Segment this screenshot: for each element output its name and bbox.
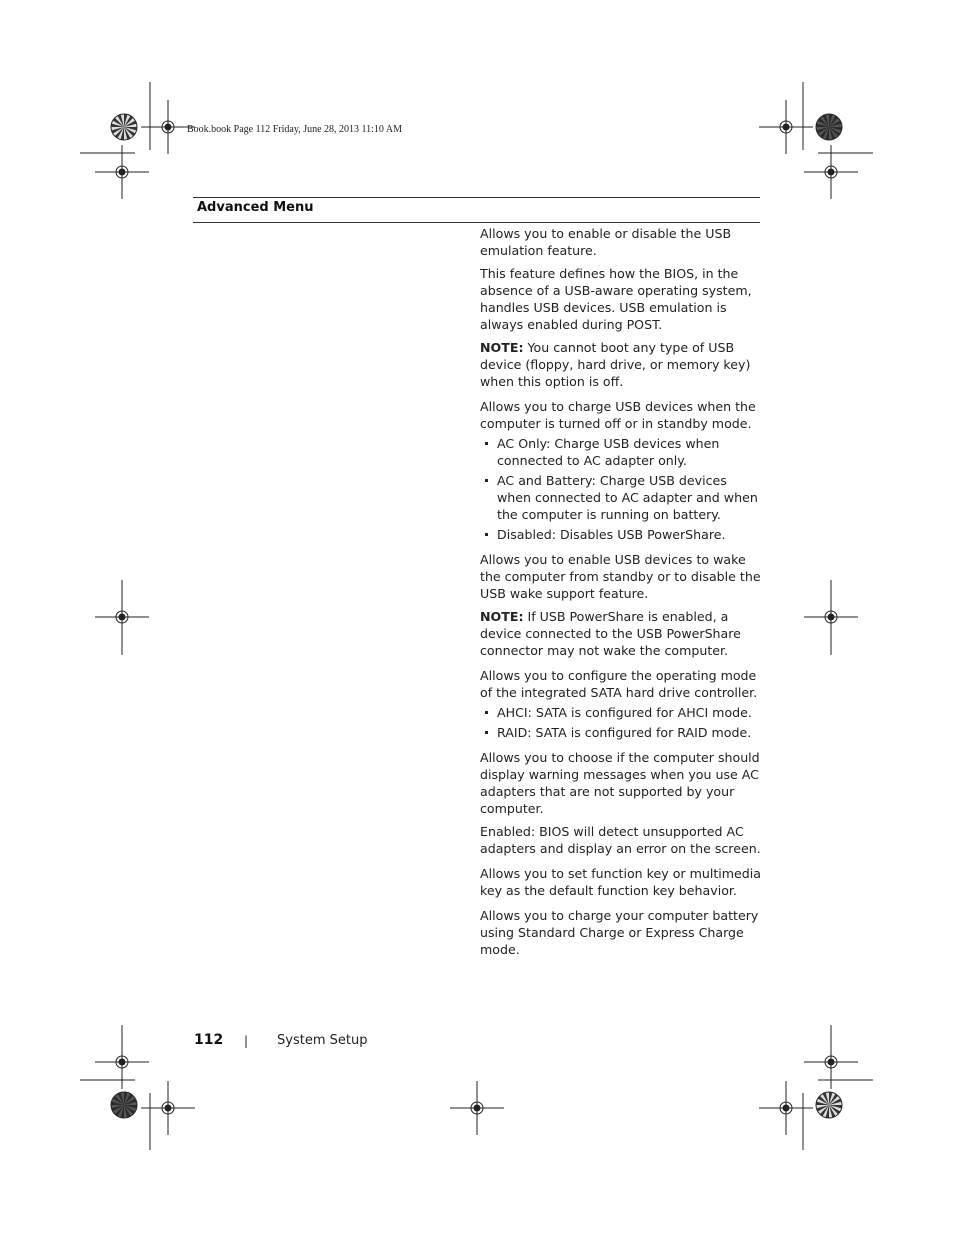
- registration-target-icon: [759, 1081, 813, 1135]
- star-target-icon: [111, 114, 137, 140]
- function-key-intro: Allows you to set function key or multimedia key as the default function key behavior.: [480, 866, 762, 898]
- registration-target-icon: [95, 590, 149, 644]
- note-text: If USB PowerShare is enabled, a device connected to the USB PowerShare connector may not wake the computer.: [480, 609, 741, 658]
- header-rule-bottom: [193, 222, 760, 223]
- registration-target-icon: [759, 100, 813, 154]
- usb-emulation-note: [480, 339, 762, 390]
- page-number: 112: [194, 1032, 224, 1048]
- footer-separator: |: [244, 1034, 249, 1048]
- note-text: You cannot boot any type of USB device (floppy, hard drive, or memory key) when this option is off.: [480, 340, 751, 389]
- registration-target-icon: [95, 1035, 149, 1089]
- description-column: [480, 225, 762, 958]
- registration-target-icon: [804, 590, 858, 644]
- list-item: AHCI: SATA is configured for AHCI mode.: [480, 704, 762, 721]
- sata-mode-options: [480, 704, 762, 741]
- list-item: Disabled: Disables USB PowerShare.: [480, 526, 762, 543]
- note-label: NOTE:: [480, 609, 524, 624]
- usb-wake-intro: Allows you to enable USB devices to wake the computer from standby or to disable the USB wake support feature.: [480, 552, 761, 601]
- list-item: AC Only: Charge USB devices when connected to AC adapter only.: [480, 435, 762, 469]
- star-target-icon: [111, 1092, 137, 1118]
- usb-powershare-options: [480, 435, 762, 543]
- note-label: NOTE:: [480, 340, 524, 355]
- running-footer-title: System Setup: [277, 1033, 368, 1048]
- usb-powershare-intro: Allows you to charge USB devices when the computer is turned off or in standby mode.: [480, 399, 756, 431]
- sata-mode-intro: Allows you to configure the operating mode of the integrated SATA hard drive controller.: [480, 668, 758, 700]
- registration-target-icon: [450, 1081, 504, 1135]
- adapter-warnings-enabled: Enabled: BIOS will detect unsupported AC adapters and display an error on the screen.: [480, 824, 761, 856]
- usb-emulation-detail: This feature defines how the BIOS, in the absence of a USB-aware operating system, handles USB devices. USB emulation is always enabled during POST.: [480, 266, 752, 332]
- section-title: Advanced Menu: [197, 200, 314, 215]
- header-rule-top: [193, 197, 760, 198]
- list-item: AC and Battery: Charge USB devices when connected to AC adapter and when the computer is running on battery.: [480, 472, 762, 523]
- registration-target-icon: [141, 1081, 195, 1135]
- list-item: RAID: SATA is configured for RAID mode.: [480, 724, 762, 741]
- print-slug: Book.book Page 112 Friday, June 28, 2013 11:10 AM: [187, 124, 402, 135]
- adapter-warnings-intro: Allows you to choose if the computer should display warning messages when you use AC adapters that are not supported by your computer.: [480, 750, 760, 816]
- star-target-icon: [816, 1092, 842, 1118]
- usb-emulation-intro: Allows you to enable or disable the USB emulation feature.: [480, 226, 732, 258]
- usb-wake-note: [480, 608, 762, 659]
- star-target-icon: [816, 114, 842, 140]
- battery-charge-intro: Allows you to charge your computer battery using Standard Charge or Express Charge mode.: [480, 908, 759, 957]
- registration-target-icon: [804, 1035, 858, 1089]
